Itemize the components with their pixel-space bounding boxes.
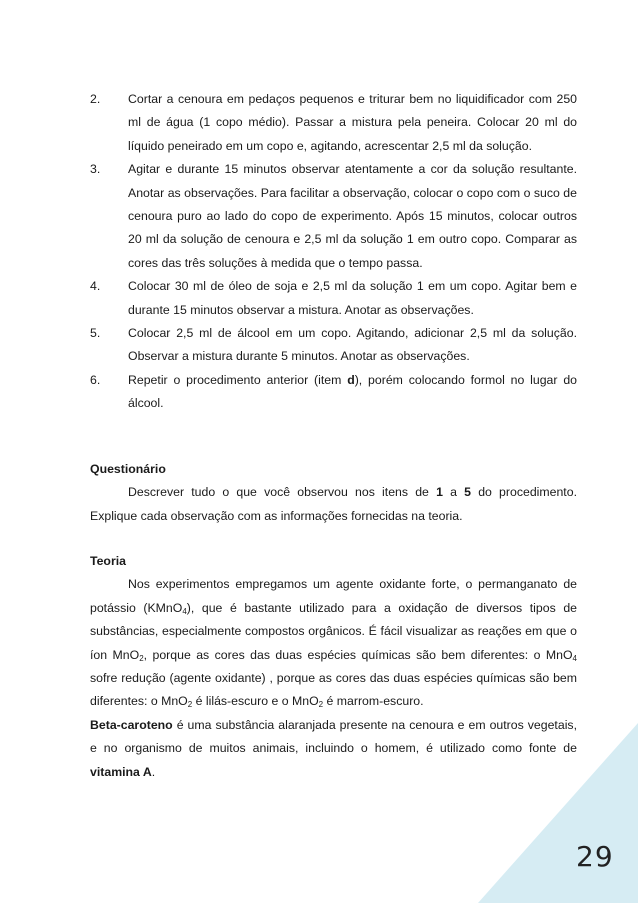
questionario-text: Descrever tudo o que você observou nos itens de 1 a 5 do procedimento. Explique cada observação com as informações fornecidas na teoria. [90,485,577,523]
step-number: 3. [90,162,101,177]
step-number: 6. [90,372,101,387]
document-body [90,88,577,784]
step-number: 4. [90,279,101,294]
teoria-paragraph-1: Nos experimentos empregamos um agente oxidante forte, o permanganato de potássio (KMnO$_4$), que é bastante utilizado para a oxidação de diversos tipos de substâncias, especialmente compostos orgânicos. É fácil visualizar as reações em que o íon MnO$_2$, porque as cores das duas espécies químicas são bem diferentes: o MnO$_4$ sofre redução (agente oxidante) , porque as cores das duas espécies químicas são bem diferentes: o MnO$_2$ é lilás-escuro e o MnO$_2$ é marrom-escuro. [90,577,577,710]
step-3 [90,158,577,275]
step-text: Colocar 30 ml de óleo de soja e 2,5 ml da solução 1 em um copo. Agitar bem e durante 15 minutos observar a mistura. Anotar as observações. [128,279,577,317]
teoria-heading: Teoria [90,553,126,568]
step-6 [90,369,577,416]
step-5 [90,322,577,369]
teoria-paragraph-2: Beta-caroteno é uma substância alaranjada presente na cenoura e em outros vegetais, e no organismo de muitos animais, incluindo o homem, é utilizado como fonte de vitamina A. [90,717,577,779]
step-number: 5. [90,326,101,341]
step-text: Colocar 2,5 ml de álcool em um copo. Agitando, adicionar 2,5 ml da solução. Observar a mistura durante 5 minutos. Anotar as observações. [128,326,577,364]
page-number: 29 [576,840,614,873]
step-4 [90,275,577,322]
step-number: 2. [90,92,101,106]
step-text: Agitar e durante 15 minutos observar atentamente a cor da solução resultante. Anotar as observações. Para facilitar a observação, colocar o copo com o suco de cenoura puro ao lado do copo de experimento. Após 15 minutos, colocar outros 20 ml da solução de cenoura e 2,5 ml da solução 1 em outro copo. Comparar as cores das três soluções à medida que o tempo passa. [128,162,577,270]
step-2 [90,88,577,158]
questionario-heading: Questionário [90,461,166,476]
step-text: Repetir o procedimento anterior (item d), porém colocando formol no lugar do álcool. [128,372,578,411]
step-text: Cortar a cenoura em pedaços pequenos e triturar bem no liquidificador com 250 ml de água (1 copo médio). Passar a mistura pela peneira. Colocar 20 ml do líquido peneirado em um copo e, agitando, acrescentar 2,5 ml da solução. [128,92,577,153]
